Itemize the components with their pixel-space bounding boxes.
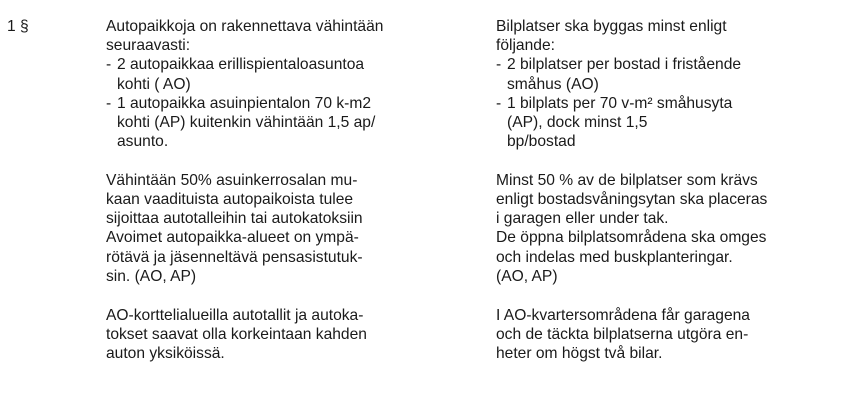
list-dash: - bbox=[496, 94, 502, 112]
list-item-line: kohti ( AO) bbox=[117, 75, 191, 93]
paragraph-line: enligt bostadsvåningsytan ska placeras bbox=[496, 191, 768, 209]
list-item-line: småhus (AO) bbox=[507, 75, 599, 93]
paragraph-line: Avoimet autopaikka-alueet on ympä- bbox=[106, 229, 359, 247]
list-item-line: kohti (AP) kuitenkin vähintään 1,5 ap/ bbox=[117, 113, 376, 131]
paragraph-line: (AO, AP) bbox=[496, 267, 558, 285]
paragraph-line: De öppna bilplatsområdena ska omges bbox=[496, 229, 767, 247]
list-item bbox=[106, 55, 451, 93]
list-dash: - bbox=[106, 56, 112, 74]
swedish-ao-garage-paragraph bbox=[496, 306, 846, 364]
paragraph-line: kaan vaadituista autopaikoista tulee bbox=[106, 191, 354, 209]
paragraph-line: sijoittaa autotalleihin tai autokatoksiin bbox=[106, 210, 363, 228]
finnish-garage-paragraph bbox=[106, 171, 451, 286]
finnish-column bbox=[106, 17, 451, 363]
paragraph-line: AO-korttelialueilla autotallit ja autoka- bbox=[106, 306, 364, 324]
paragraph-line: auton yksiköissä. bbox=[106, 345, 225, 362]
finnish-requirement-list bbox=[106, 55, 451, 151]
finnish-parking-requirements bbox=[106, 17, 451, 151]
list-item-line: asunto. bbox=[117, 133, 169, 151]
paragraph-line: heter om högst två bilar. bbox=[496, 345, 663, 362]
list-dash: - bbox=[496, 56, 502, 74]
list-item-line: bp/bostad bbox=[507, 133, 576, 151]
paragraph-line: rötävä ja jäsenneltävä pensasistutuk- bbox=[106, 248, 363, 266]
list-item-line: 2 autopaikkaa erillispientaloasuntoa bbox=[117, 56, 365, 74]
finnish-intro-line: seuraavasti: bbox=[106, 37, 191, 55]
paragraph-line: tokset saavat olla korkeintaan kahden bbox=[106, 325, 367, 343]
list-item bbox=[106, 94, 451, 152]
finnish-intro-line: Autopaikkoja on rakennettava vähintään bbox=[106, 18, 384, 35]
list-item-line: 1 autopaikka asuinpientalon 70 k-m2 bbox=[117, 94, 371, 112]
paragraph-line: och de täckta bilplatserna utgöra en- bbox=[496, 325, 749, 343]
list-item-line: 2 bilplatser per bostad i fristående bbox=[507, 56, 742, 74]
list-item-line: (AP), dock minst 1,5 bbox=[507, 113, 648, 131]
swedish-column bbox=[496, 17, 846, 363]
swedish-parking-requirements bbox=[496, 17, 846, 151]
paragraph-line: I AO-kvartersområdena får garagena bbox=[496, 306, 750, 324]
paragraph-line: sin. (AO, AP) bbox=[106, 267, 197, 285]
swedish-intro-line: följande: bbox=[496, 37, 555, 55]
paragraph-line: Minst 50 % av de bilplatser som krävs bbox=[496, 171, 758, 189]
list-item bbox=[496, 55, 846, 93]
swedish-requirement-list bbox=[496, 55, 846, 151]
swedish-garage-paragraph bbox=[496, 171, 846, 286]
paragraph-line: i garagen eller under tak. bbox=[496, 210, 669, 228]
paragraph-line: och indelas med buskplanteringar. bbox=[496, 248, 733, 266]
section-number: 1 § bbox=[7, 18, 29, 35]
list-item-line: 1 bilplats per 70 v-m² småhusyta bbox=[507, 94, 733, 112]
swedish-intro-line: Bilplatser ska byggas minst enligt bbox=[496, 18, 727, 35]
finnish-ao-garage-paragraph bbox=[106, 306, 451, 364]
paragraph-line: Vähintään 50% asuinkerrosalan mu- bbox=[106, 171, 358, 189]
list-dash: - bbox=[106, 94, 112, 112]
list-item bbox=[496, 94, 846, 152]
